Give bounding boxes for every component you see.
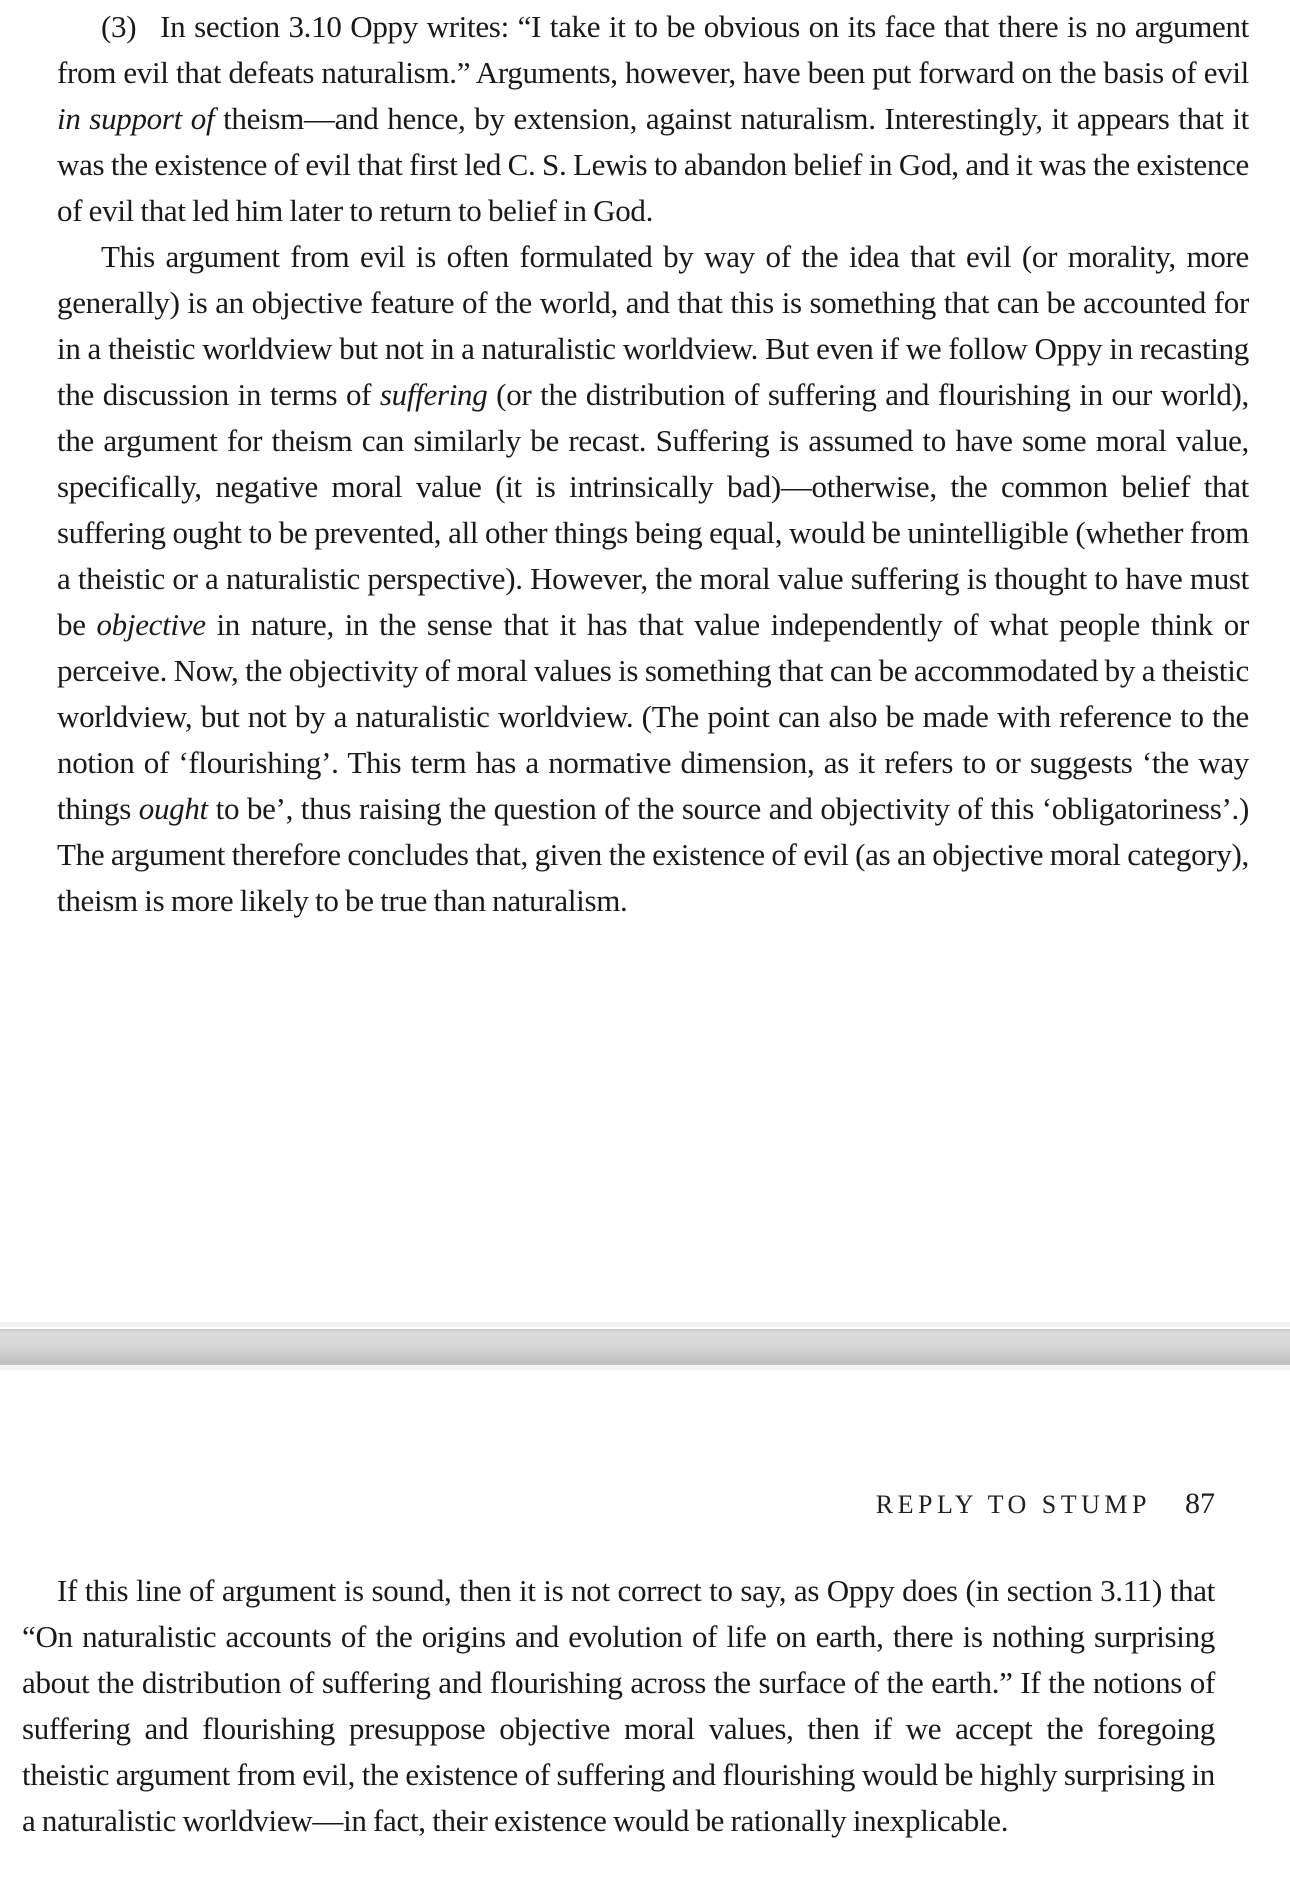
- text-run: (3) In section 3.10 Oppy writes: “I take it to be obvious on its face that there is no argument from evil that defeats naturalism.” Arguments, however, have been put forward on the basis of evil: [57, 9, 1249, 90]
- running-header-title: REPLY TO STUMP: [875, 1490, 1151, 1519]
- page-gap-strip-top: [0, 1322, 1290, 1327]
- italic-text-run: objective: [96, 607, 206, 642]
- text-run: If this line of argument is sound, then it is not correct to say, as Oppy does (in section 3.11) that “On naturalistic accounts of the origins and evolution of life on earth, there is nothing surprising about the distribution of suffering and flourishing across the surface of the earth.” If the notions of suffering and flourishing presuppose objective moral values, then if we accept the foregoing theistic argument from evil, the existence of suffering and flourishing would be highly surprising in a naturalistic worldview—in fact, their existence would be rationally inexplicable.: [22, 1573, 1215, 1838]
- text-run: (or the distribution of suffering and flourishing in our world), the argument for theism can similarly be recast. Suffering is assumed to have some moral value, specifically, negative moral value (it is intrinsically bad)—otherwise, the common belief that suffering ought to be prevented, all other things being equal, would be unintelligible (whether from a theistic or a naturalistic perspective). However, the moral value suffering is thought to have must be: [57, 377, 1249, 642]
- paragraph: [57, 4, 1249, 234]
- text-run: to be’, thus raising the question of the source and objectivity of this ‘obligatoriness’.) The argument therefore concludes that, given the existence of evil (as an objective moral category), theism is more likely to be true than naturalism.: [57, 791, 1249, 918]
- text-run: This argument from evil is often formulated by way of the idea that evil (or morality, more generally) is an objective feature of the world, and that this is something that can be accounted for in a theistic worldview but not in a naturalistic worldview. But even if we follow Oppy in recasting the discussion in terms of: [57, 239, 1249, 412]
- page-1-text-block: [57, 4, 1249, 924]
- page-gap-strip-bottom: [0, 1365, 1290, 1370]
- page-gap-bar: [0, 1329, 1290, 1365]
- page-2-text-block: [22, 1568, 1215, 1844]
- page-gap-divider: [0, 1322, 1290, 1370]
- text-run: theism—and hence, by extension, against naturalism. Interestingly, it appears that it was the existence of evil that first led C. S. Lewis to abandon belief in God, and it was the existence of evil that led him later to return to belief in God.: [57, 101, 1249, 228]
- page-number: 87: [1185, 1487, 1215, 1520]
- text-run: in nature, in the sense that it has that value independently of what people think or perceive. Now, the objectivity of moral values is something that can be accommodated by a theistic worldview, but not by a naturalistic worldview. (The point can also be made with reference to the notion of ‘flourishing’. This term has a normative dimension, as it refers to or suggests ‘the way things: [57, 607, 1250, 826]
- italic-text-run: suffering: [379, 377, 488, 412]
- paragraph: [57, 234, 1249, 924]
- running-header: [22, 1487, 1215, 1521]
- paragraph: [22, 1568, 1215, 1844]
- italic-text-run: ought: [138, 791, 208, 826]
- italic-text-run: in support of: [57, 101, 215, 136]
